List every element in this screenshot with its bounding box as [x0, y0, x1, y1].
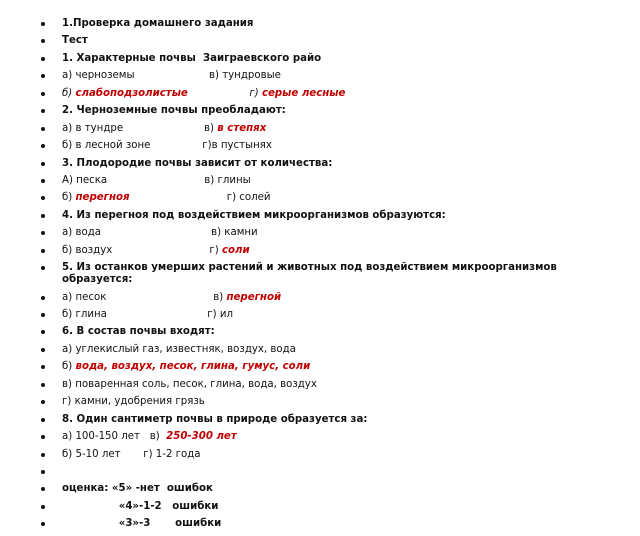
question-5: 5. Из останков умерших растений и животных под воздействием микроорганизмов образуется:: [0, 262, 640, 286]
q6-option-c: в) поваренная соль, песок, глина, вода, воздух: [0, 379, 640, 391]
q2-options-a: а) в тундре в) в степях: [0, 123, 640, 135]
q8-options-a: а) 100-150 лет в) 250-300 лет: [0, 431, 640, 443]
grading-5: оценка: «5» -нет ошибок: [0, 483, 640, 495]
q6-option-a: а) углекислый газ, известняк, воздух, вода: [0, 344, 640, 356]
q4-options-b: б) воздух г) соли: [0, 245, 640, 257]
q3-options-b: б) перегноя г) солей: [0, 192, 640, 204]
grading-4: «4»-1-2 ошибки: [0, 501, 640, 513]
grading-3: «3»-3 ошибки: [0, 518, 640, 530]
q5-options-a: а) песок в) перегной: [0, 292, 640, 304]
question-4: 4. Из перегноя под воздействием микроорганизмов образуются:: [0, 210, 640, 222]
answer-highlight: слабоподзолистые: [75, 87, 188, 99]
answer-highlight: соли: [221, 244, 250, 256]
title-homework-check: 1.Проверка домашнего задания: [0, 18, 640, 30]
q1-options-a: а) черноземы в) тундровые: [0, 70, 640, 82]
answer-highlight: в степях: [217, 122, 267, 134]
answer-highlight: вода, воздух, песок, глина, гумус, соли: [75, 361, 311, 373]
q8-options-b: б) 5-10 лет г) 1-2 года: [0, 449, 640, 461]
document-body: [0, 18, 640, 536]
q4-options-a: а) вода в) камни: [0, 227, 640, 239]
empty-line: [0, 466, 640, 478]
q6-option-d: г) камни, удобрения грязь: [0, 396, 640, 408]
question-1: 1. Характерные почвы Заиграевского райо: [0, 53, 640, 65]
q3-options-a: А) песка в) глины: [0, 175, 640, 187]
question-2: 2. Черноземные почвы преобладают:: [0, 105, 640, 117]
q2-options-b: б) в лесной зоне г)в пустынях: [0, 140, 640, 152]
q5-options-b: б) глина г) ил: [0, 309, 640, 321]
question-6: 6. В состав почвы входят:: [0, 326, 640, 338]
question-3: 3. Плодородие почвы зависит от количества:: [0, 158, 640, 170]
answer-highlight: перегной: [226, 291, 282, 303]
q6-option-b: б) вода, воздух, песок, глина, гумус, соли: [0, 361, 640, 373]
q1-options-b: б) слабоподзолистые г) серые лесные: [0, 88, 640, 100]
answer-highlight: 250-300 лет: [166, 431, 237, 443]
answer-highlight: перегноя: [75, 192, 130, 204]
answer-highlight: серые лесные: [261, 87, 346, 99]
question-8: 8. Один сантиметр почвы в природе образуется за:: [0, 414, 640, 426]
title-test: Тест: [0, 35, 640, 47]
